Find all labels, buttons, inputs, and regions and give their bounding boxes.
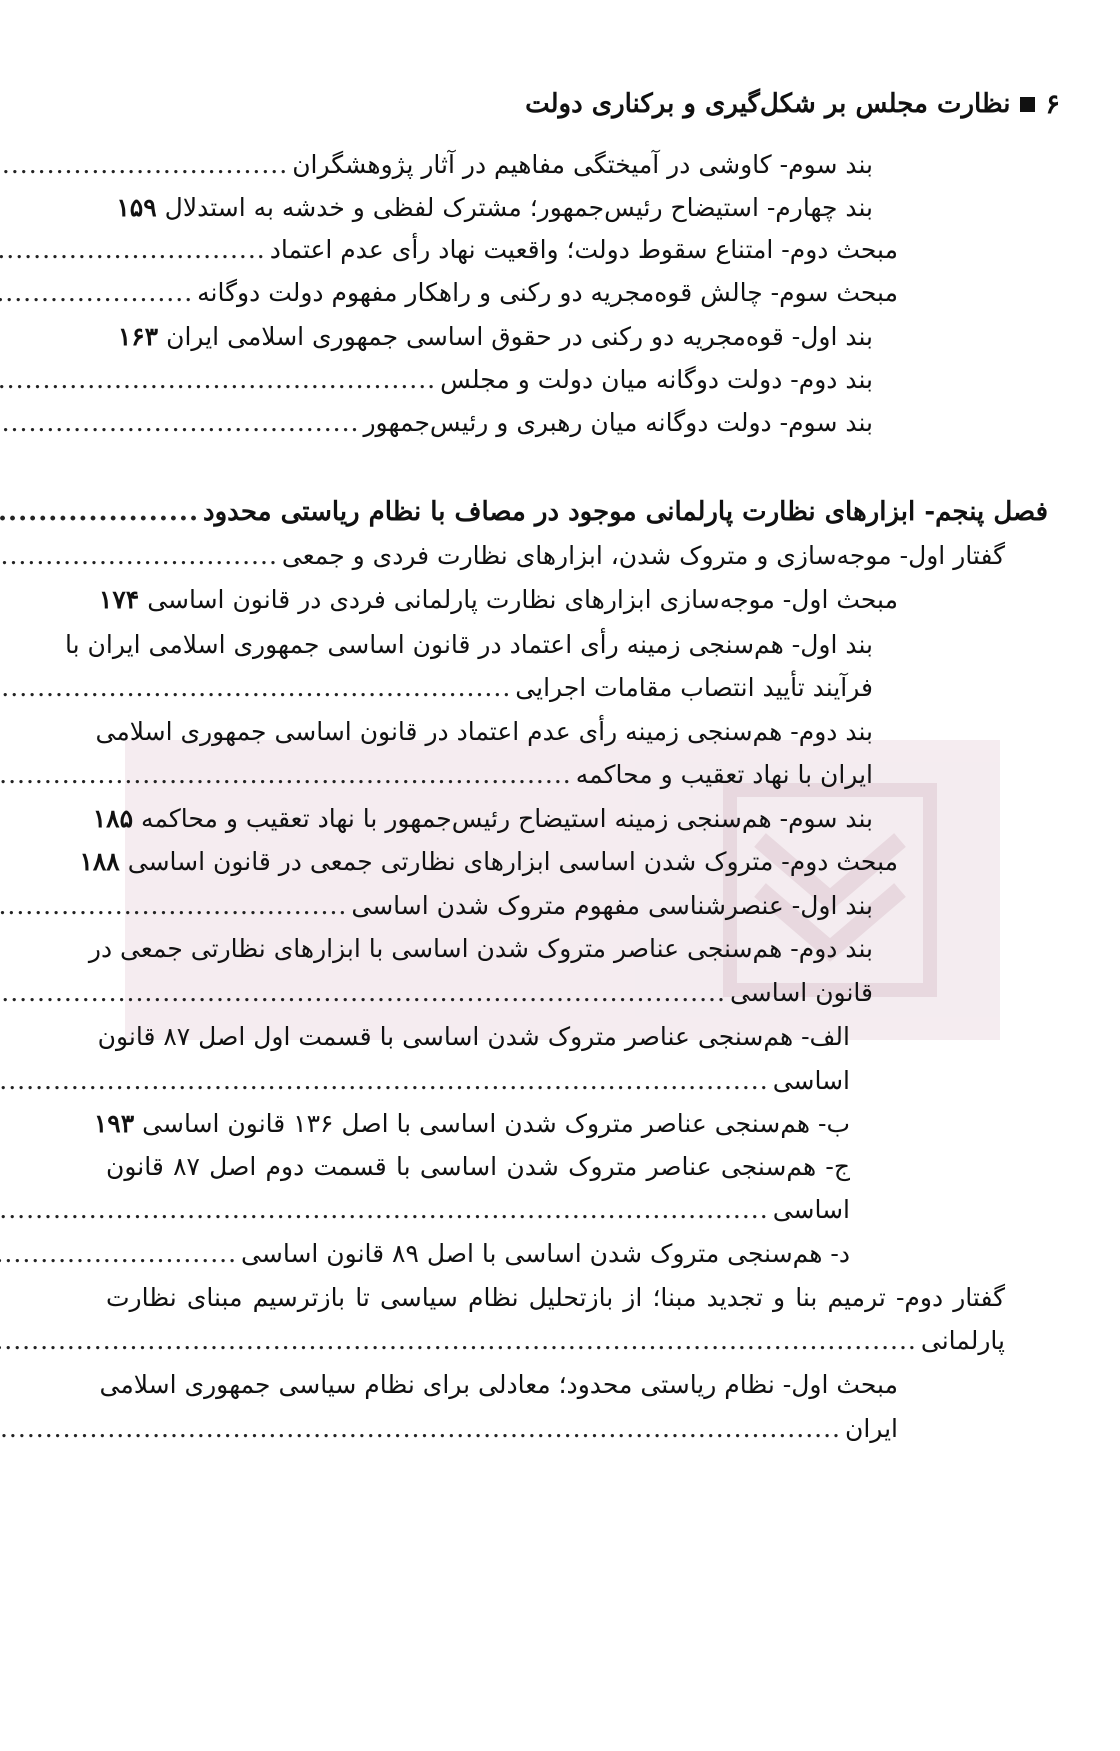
toc-entry (140, 1234, 850, 1274)
toc-entry (140, 973, 873, 1013)
toc-entry (140, 145, 873, 185)
toc-entry-title: ایران با نهاد تعقیب و محاکمه (575, 760, 873, 789)
square-bullet-icon (1020, 97, 1035, 112)
toc-entry-title: پارلمانی (920, 1326, 1005, 1355)
toc-entry (140, 668, 873, 708)
toc-entry-title: الف- هم‌سنجی عناصر متروک شدن اساسی با قسمت اول اصل ۸۷ قانون (97, 1022, 850, 1051)
toc-entry-title: بند دوم- هم‌سنجی زمینه رأی عدم اعتماد در قانون اساسی جمهوری اسلامی (95, 717, 873, 746)
toc-entry-title: گفتار اول- موجه‌سازی و متروک شدن، ابزارهای نظارت فردی و جمعی (281, 541, 1005, 570)
toc-entry-title: بند چهارم- استیضاح رئیس‌جمهور؛ مشترک لفظی و خدشه به استدلال (164, 193, 873, 222)
toc-entry-line (99, 1365, 898, 1405)
toc-entry-page: ۱۸۵ (92, 804, 134, 833)
toc-entry-title: اساسی (772, 1066, 850, 1095)
toc-leader-dots (0, 360, 436, 400)
toc-entry-title: بند دوم- هم‌سنجی عناصر متروک شدن اساسی با ابزارهای نظارتی جمعی در (88, 934, 873, 963)
toc-entry-page: ۱۵۹ (116, 193, 157, 222)
toc-entry (140, 536, 1005, 576)
toc-leader-dots (0, 145, 288, 185)
toc-leader-dots (0, 1190, 769, 1230)
toc-entry-line (95, 712, 873, 752)
toc-entry-title: ایران (844, 1414, 898, 1443)
toc-entry-title: گفتار دوم- ترمیم بنا و تجدید مبنا؛ از بازتحلیل نظام سیاسی تا بازترسیم مبنای نظارت (106, 1283, 1005, 1312)
toc-entry (140, 230, 898, 270)
toc-entry-title: مبحث سوم- چالش قوه‌مجریه دو رکنی و راهکار مفهوم دولت دوگانه (197, 278, 898, 307)
toc-leader-dots (0, 973, 726, 1013)
running-header (60, 84, 1060, 124)
toc-entry (140, 886, 873, 926)
toc-entry-title: بند دوم- دولت دوگانه میان دولت و مجلس (440, 365, 873, 394)
toc-leader-dots (0, 403, 359, 443)
toc-entry-title: مبحث اول- موجه‌سازی ابزارهای نظارت پارلمانی فردی در قانون اساسی (147, 585, 898, 614)
toc-leader-dots (0, 1234, 237, 1274)
toc-entry-page: ۱۷۴ (98, 585, 140, 614)
toc-leader-dots (0, 886, 347, 926)
toc-entry-page: ۱۹۳ (93, 1109, 135, 1138)
toc-entry-line (106, 1147, 850, 1187)
toc-entry-title: قانون اساسی (729, 978, 873, 1007)
toc-entry-title: بند سوم- کاوشی در آمیختگی مفاهیم در آثار پژوهشگران (292, 150, 873, 179)
toc-entry (140, 273, 898, 313)
toc-leader-dots (0, 1409, 841, 1449)
toc-leader-dots (0, 230, 266, 270)
toc-entry (140, 360, 873, 400)
toc-entry-title: اساسی (772, 1195, 850, 1224)
toc-leader-dots (0, 536, 278, 576)
toc-entry (93, 1104, 850, 1144)
toc-entry (140, 1321, 1005, 1361)
toc-leader-dots (0, 1321, 917, 1361)
toc-entry (140, 403, 873, 443)
toc-entry-title: ج- هم‌سنجی عناصر متروک شدن اساسی با قسمت دوم اصل ۸۷ قانون (106, 1152, 850, 1181)
toc-entry (98, 580, 898, 620)
toc-leader-dots (0, 492, 199, 532)
toc-entry (140, 1061, 850, 1101)
toc-leader-dots (0, 668, 511, 708)
toc-entry-title: فصل پنجم- ابزارهای نظارت پارلمانی موجود در مصاف با نظام ریاستی محدود (203, 497, 1048, 527)
toc-entry (116, 188, 873, 228)
toc-leader-dots (0, 1061, 769, 1101)
toc-entry-line (88, 929, 873, 969)
toc-entry-page: ۱۸۸ (79, 847, 120, 876)
toc-entry-line (65, 625, 873, 665)
toc-entry-title: بند سوم- هم‌سنجی زمینه استیضاح رئیس‌جمهور با نهاد تعقیب و محاکمه (141, 804, 873, 833)
toc-entry-line (106, 1278, 1005, 1318)
toc-entry (140, 1190, 850, 1230)
header-page-number: ۶ (1045, 88, 1060, 120)
toc-entry (140, 755, 873, 795)
toc-entry (79, 842, 898, 882)
toc-entry (117, 317, 873, 357)
toc-entry-title: ب- هم‌سنجی عناصر متروک شدن اساسی با اصل ۱۳۶ قانون اساسی (142, 1109, 850, 1138)
toc-entry-title: بند اول- هم‌سنجی زمینه رأی اعتماد در قانون اساسی جمهوری اسلامی ایران با (65, 630, 873, 659)
toc-entry-page: ۱۶۳ (117, 322, 159, 351)
toc-entry-title: مبحث اول- نظام ریاستی محدود؛ معادلی برای نظام سیاسی جمهوری اسلامی (99, 1370, 898, 1399)
toc-entry-title: بند اول- عنصرشناسی مفهوم متروک شدن اساسی (351, 891, 873, 920)
toc-entry-line (97, 1017, 850, 1057)
toc-entry-title: فرآیند تأیید انتصاب مقامات اجرایی (515, 673, 873, 702)
toc-leader-dots (0, 273, 193, 313)
toc-entry-title: بند سوم- دولت دوگانه میان رهبری و رئیس‌جمهور (363, 408, 873, 437)
toc-chapter-entry (140, 492, 1048, 532)
toc-entry (92, 799, 873, 839)
toc-entry-title: مبحث دوم- متروک شدن اساسی ابزارهای نظارتی جمعی در قانون اساسی (127, 847, 898, 876)
toc-entry-title: د- هم‌سنجی متروک شدن اساسی با اصل ۸۹ قانون اساسی (241, 1239, 850, 1268)
toc-leader-dots (0, 755, 572, 795)
toc-entry-title: مبحث دوم- امتناع سقوط دولت؛ واقعیت نهاد رأی عدم اعتماد (269, 235, 898, 264)
header-title: نظارت مجلس بر شکل‌گیری و برکناری دولت (525, 89, 1011, 119)
toc-entry (140, 1409, 898, 1449)
toc-entry-title: بند اول- قوه‌مجریه دو رکنی در حقوق اساسی جمهوری اسلامی ایران (166, 322, 873, 351)
